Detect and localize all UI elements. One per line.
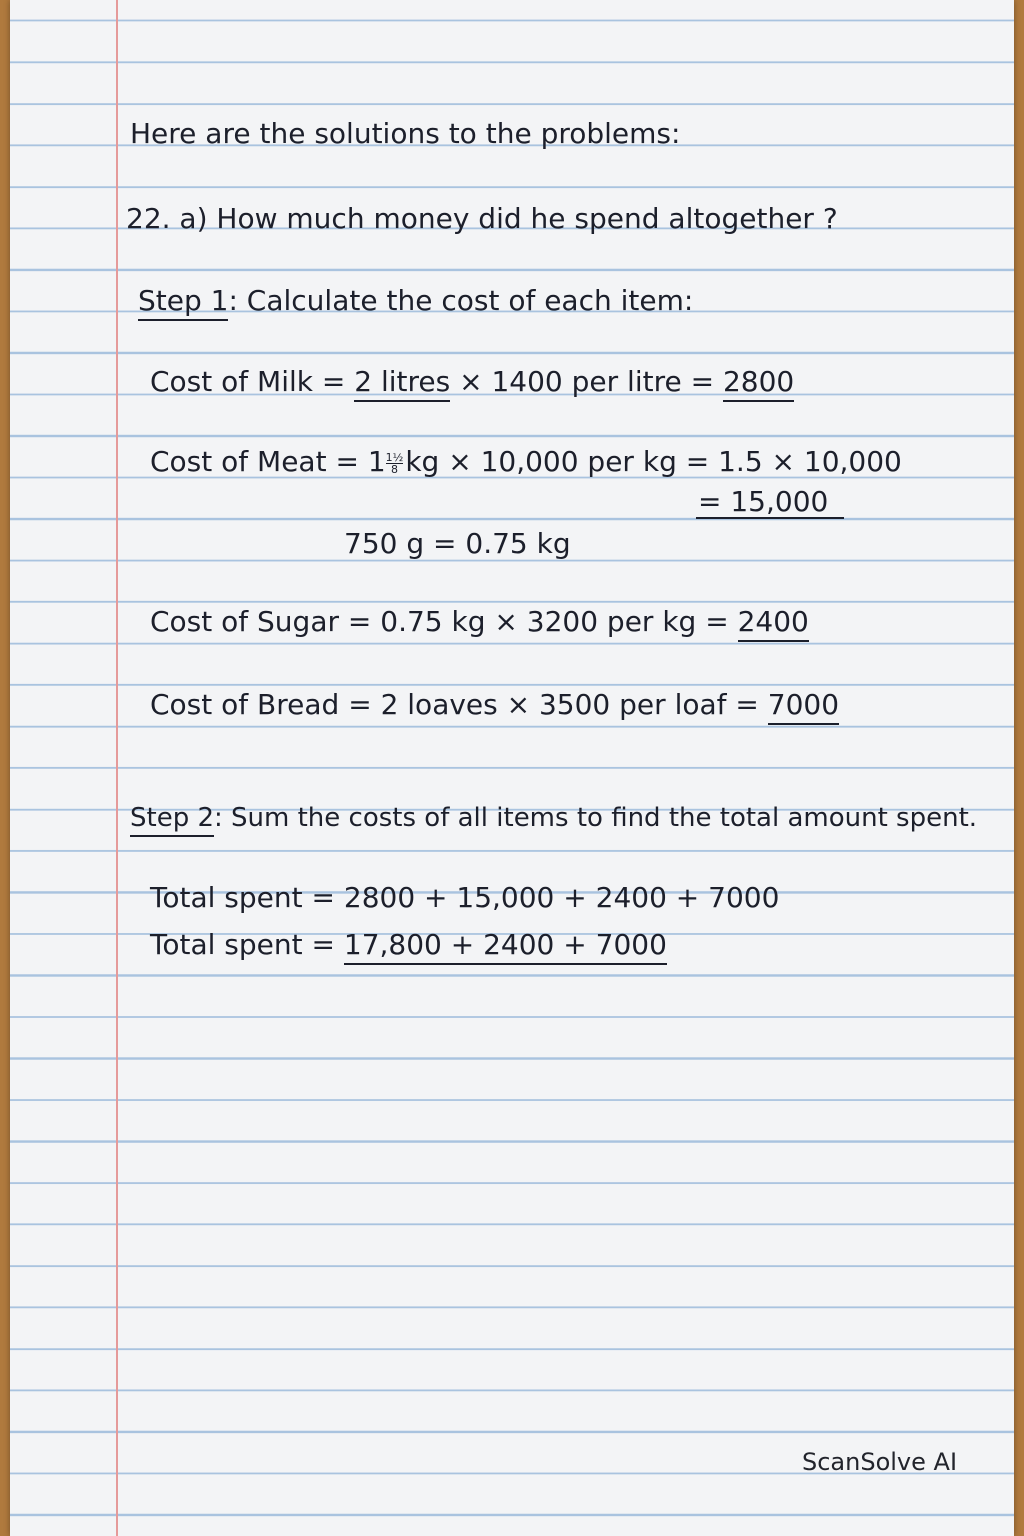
step1-label: Step 1 [138,284,228,321]
meat-line [150,446,902,478]
total1-lhs: Total spent = [150,881,335,914]
conversion-line: 750 g = 0.75 kg [344,527,571,560]
total-line-2 [150,929,667,961]
sugar-result: 2400 [738,605,809,642]
step2-line [130,802,977,834]
sugar-line [150,606,809,638]
bread-result: 7000 [768,688,839,725]
total-line-1 [150,882,779,914]
meat-result: = 15,000 [698,485,829,518]
brand-logo-text: ScanSolve AI [802,1448,958,1476]
total2-rhs: 17,800 + 2400 + 7000 [344,928,667,965]
milk-lhs: Cost of Milk = [150,365,346,398]
sugar-lhs: Cost of Sugar = 0.75 kg × 3200 per kg = [150,605,729,638]
milk-rate: × 1400 per litre = [459,365,715,398]
meat-result-underline [696,517,844,519]
bread-lhs: Cost of Bread = 2 loaves × 3500 per loaf = [150,688,759,721]
step2-text: : Sum the costs of all items to find the total amount spent. [214,803,978,833]
milk-line [150,366,794,398]
page-heading: Here are the solutions to the problems: [130,117,681,150]
meat-lhs: Cost of Meat = 1 [150,445,386,478]
notebook-paper [10,0,1014,1536]
milk-result: 2800 [723,365,794,402]
question-text: 22. a) How much money did he spend altogether ? [126,202,838,235]
fraction-numerator: 1½ [385,450,404,464]
total1-rhs: 2800 + 15,000 + 2400 + 7000 [343,881,780,914]
bread-line [150,689,839,721]
step1-line [138,285,693,317]
step2-label: Step 2 [130,803,214,837]
step1-text: : Calculate the cost of each item: [228,284,694,317]
total2-lhs: Total spent = [150,928,335,961]
meat-fraction [386,452,404,475]
meat-rest: kg × 10,000 per kg = 1.5 × 10,000 [405,445,902,478]
margin-line [116,0,118,1536]
milk-qty: 2 litres [354,365,450,402]
fraction-denominator: 8 [390,462,398,476]
